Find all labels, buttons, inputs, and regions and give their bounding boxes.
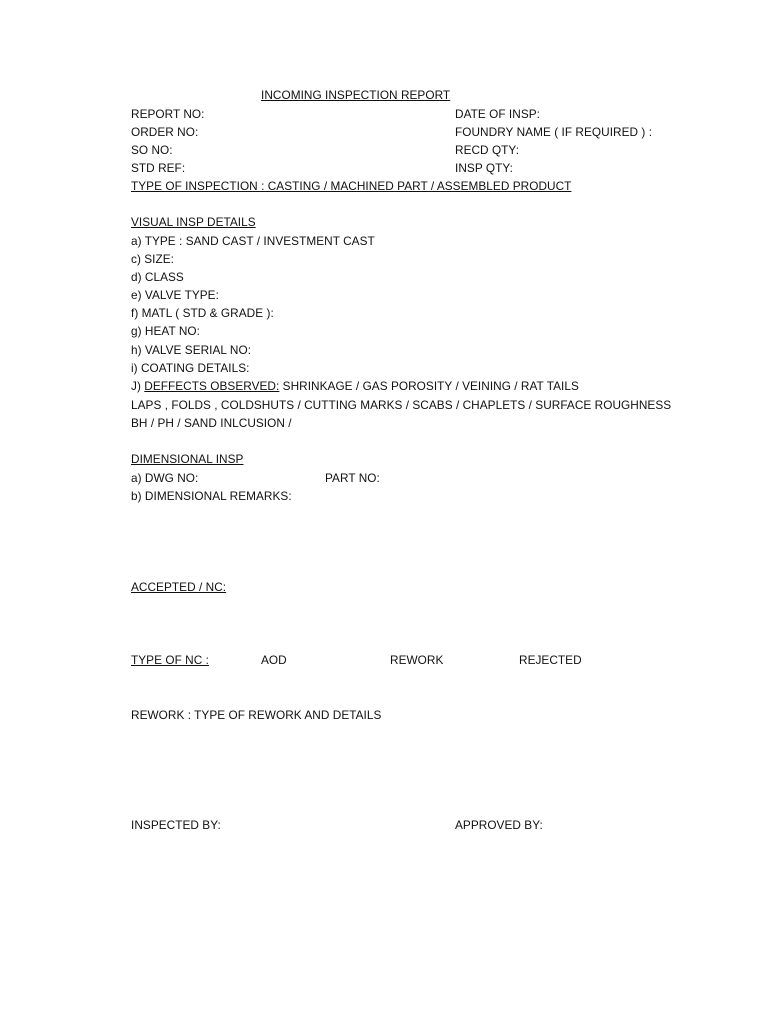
visual-valve-serial: h) VALVE SERIAL NO: [131, 343, 252, 357]
accepted-nc-label: ACCEPTED / NC: [131, 580, 227, 594]
date-of-insp-label: DATE OF INSP: [455, 107, 540, 121]
nc-option-rejected: REJECTED [519, 653, 582, 667]
type-of-inspection: TYPE OF INSPECTION : CASTING / MACHINED PART / ASSEMBLED PRODUCT [131, 179, 572, 193]
defects-prefix: J) [131, 379, 145, 393]
defects-line-3: BH / PH / SAND INLCUSION / [131, 416, 292, 430]
visual-type: a) TYPE : SAND CAST / INVESTMENT CAST [131, 234, 375, 248]
recd-qty-label: RECD QTY: [455, 143, 520, 157]
report-no-label: REPORT NO: [131, 107, 205, 121]
defects-list-1: SHRINKAGE / GAS POROSITY / VEINING / RAT TAILS [279, 379, 579, 393]
insp-qty-label: INSP QTY: [455, 161, 513, 175]
visual-class: d) CLASS [131, 270, 184, 284]
visual-coating: i) COATING DETAILS: [131, 361, 250, 375]
order-no-label: ORDER NO: [131, 125, 199, 139]
defects-label: DEFFECTS OBSERVED: [144, 379, 280, 393]
defects-line-2: LAPS , FOLDS , COLDSHUTS / CUTTING MARKS / SCABS / CHAPLETS / SURFACE ROUGHNESS [131, 398, 672, 412]
dwg-no-label: a) DWG NO: [131, 471, 199, 485]
inspected-by-label: INSPECTED BY: [131, 818, 221, 832]
rework-details-label: REWORK : TYPE OF REWORK AND DETAILS [131, 708, 382, 722]
visual-heat-no: g) HEAT NO: [131, 324, 200, 338]
foundry-name-label: FOUNDRY NAME ( IF REQUIRED ) : [455, 125, 653, 139]
report-title: INCOMING INSPECTION REPORT [261, 88, 451, 102]
visual-insp-heading: VISUAL INSP DETAILS [131, 215, 256, 229]
visual-valve-type: e) VALVE TYPE: [131, 288, 219, 302]
nc-option-aod: AOD [261, 653, 287, 667]
approved-by-label: APPROVED BY: [455, 818, 543, 832]
visual-size: c) SIZE: [131, 252, 175, 266]
nc-option-rework: REWORK [390, 653, 444, 667]
defects-line-1 [131, 379, 579, 393]
std-ref-label: STD REF: [131, 161, 186, 175]
dimensional-remarks-label: b) DIMENSIONAL REMARKS: [131, 489, 292, 503]
dimensional-insp-heading: DIMENSIONAL INSP [131, 452, 244, 466]
type-of-nc-label: TYPE OF NC : [131, 653, 209, 667]
so-no-label: SO NO: [131, 143, 173, 157]
part-no-label: PART NO: [325, 471, 380, 485]
visual-matl: f) MATL ( STD & GRADE ): [131, 306, 274, 320]
